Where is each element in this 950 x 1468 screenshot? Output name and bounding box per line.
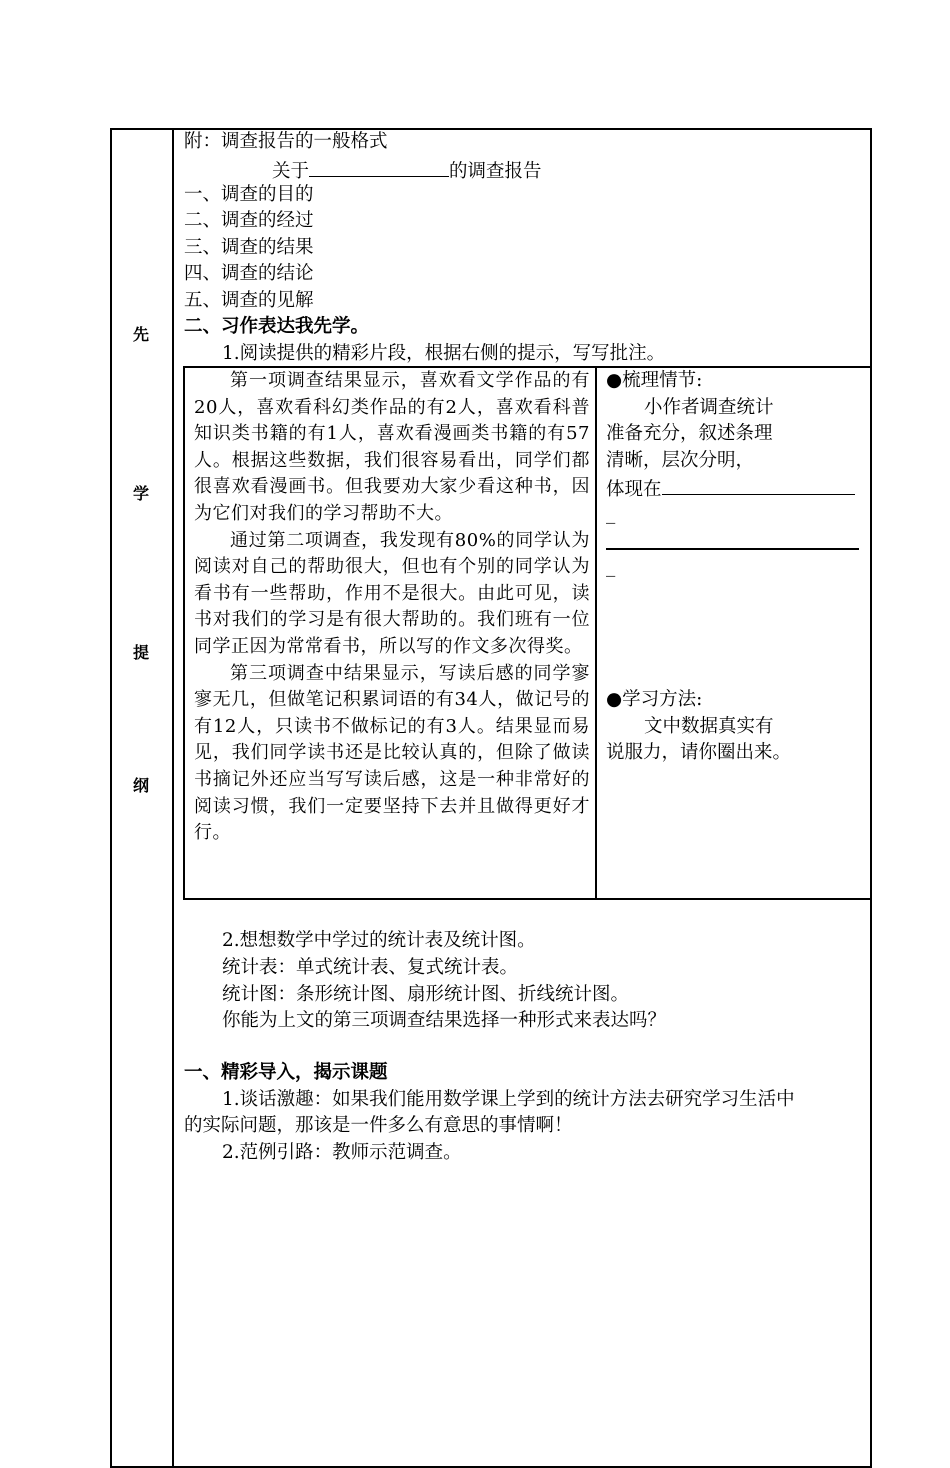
task2-line: 你能为上文的第三项调查结果选择一种形式来表达吗？: [222, 1010, 667, 1031]
outline-item: 二、调查的经过: [184, 210, 314, 231]
table-border-bottom: [110, 1466, 871, 1468]
inner-table-left: [183, 366, 185, 899]
table-border-right: [870, 128, 872, 1468]
passage-paragraph-3: 第三项调查中结果显示，写读后感的同学寥寥无几，但做笔记积累词语的有34人，做记号的有12人，只读书不做标记的有3人。结果显而易见，我们同学读书还是比较认真的，但除了做读书摘记外还应当写写读后感，这是一种非常好的阅读习惯，我们一定要坚持下去并且做得更好才行。: [194, 662, 590, 844]
note1-line: 准备充分，叙述条理: [606, 423, 773, 444]
outline-item: 三、调查的结果: [184, 237, 314, 258]
side-label-xue: 学: [132, 484, 149, 503]
task2-line: 统计图：条形统计图、扇形统计图、折线统计图。: [222, 984, 630, 1005]
section1-item2: 2.范例引路：教师示范调查。: [222, 1142, 462, 1163]
inner-table-bottom: [183, 898, 870, 900]
passage-paragraph-1: 第一项调查结果显示，喜欢看文学作品的有20人，喜欢看科幻类作品的有2人，喜欢看科普知识类书籍的有1人，喜欢看漫画类书籍的有57人。根据这些数据，我们很容易看出，同学们都很喜欢看漫画书。但我要劝大家少看这种书，因为它们对我们的学习帮助不大。: [194, 370, 590, 524]
report-title: [272, 156, 542, 185]
column-divider: [172, 128, 174, 1468]
note1-line-with-blank: [606, 474, 855, 503]
outline-intro: 附：调查报告的一般格式: [184, 131, 388, 152]
task1-instruction: 1.阅读提供的精彩片段，根据右侧的提示，写写批注。: [222, 343, 666, 364]
note2-line: 文中数据真实有: [644, 716, 774, 737]
report-title-prefix: 关于: [272, 161, 310, 182]
section1-item1-cont: 的实际问题，那该是一件多么有意思的事情啊！: [184, 1115, 573, 1136]
side-label-gang: 纲: [132, 776, 149, 795]
side-label-xian: 先: [132, 325, 149, 344]
outline-item: 一、调查的目的: [184, 184, 314, 205]
outline-item: 四、调查的结论: [184, 263, 314, 284]
answer-blank-2: [606, 548, 859, 550]
answer-blank-tail-2: _: [606, 556, 616, 577]
note2-title: ●学习方法:: [606, 689, 703, 710]
task2-line: 统计表：单式统计表、复式统计表。: [222, 957, 519, 978]
report-title-suffix: 的调查报告: [449, 161, 542, 182]
note1-title: ●梳理情节:: [606, 370, 703, 391]
answer-blank-tail-1: _: [606, 503, 616, 524]
outline-item: 五、调查的见解: [184, 290, 314, 311]
passage: [194, 368, 590, 847]
inner-table-divider: [595, 366, 597, 899]
note2-line: 说服力，请你圈出来。: [606, 742, 792, 763]
section1-item1: 1.谈话激趣：如果我们能用数学课上学到的统计方法去研究学习生活中: [222, 1089, 795, 1110]
note1-line: 小作者调查统计: [644, 397, 774, 418]
section1-heading: 一、精彩导入，揭示课题: [184, 1062, 388, 1083]
report-title-blank: [309, 156, 449, 177]
note1-line: 清晰，层次分明，: [606, 450, 755, 471]
task2-line: 2.想想数学中学过的统计表及统计图。: [222, 930, 536, 951]
note1-line: 体现在: [606, 479, 662, 500]
section2-heading: 二、习作表达我先学。: [184, 316, 370, 337]
answer-blank-1: [662, 474, 855, 495]
passage-paragraph-2: 通过第二项调查，我发现有80%的同学认为阅读对自己的帮助很大，但也有个别的同学认为看书有一些帮助，作用不是很大。由此可见，读书对我们的学习是有很大帮助的。我们班有一位同学正因为常常看书，所以写的作文多次得奖。: [194, 529, 590, 657]
side-label-ti: 提: [132, 643, 149, 662]
